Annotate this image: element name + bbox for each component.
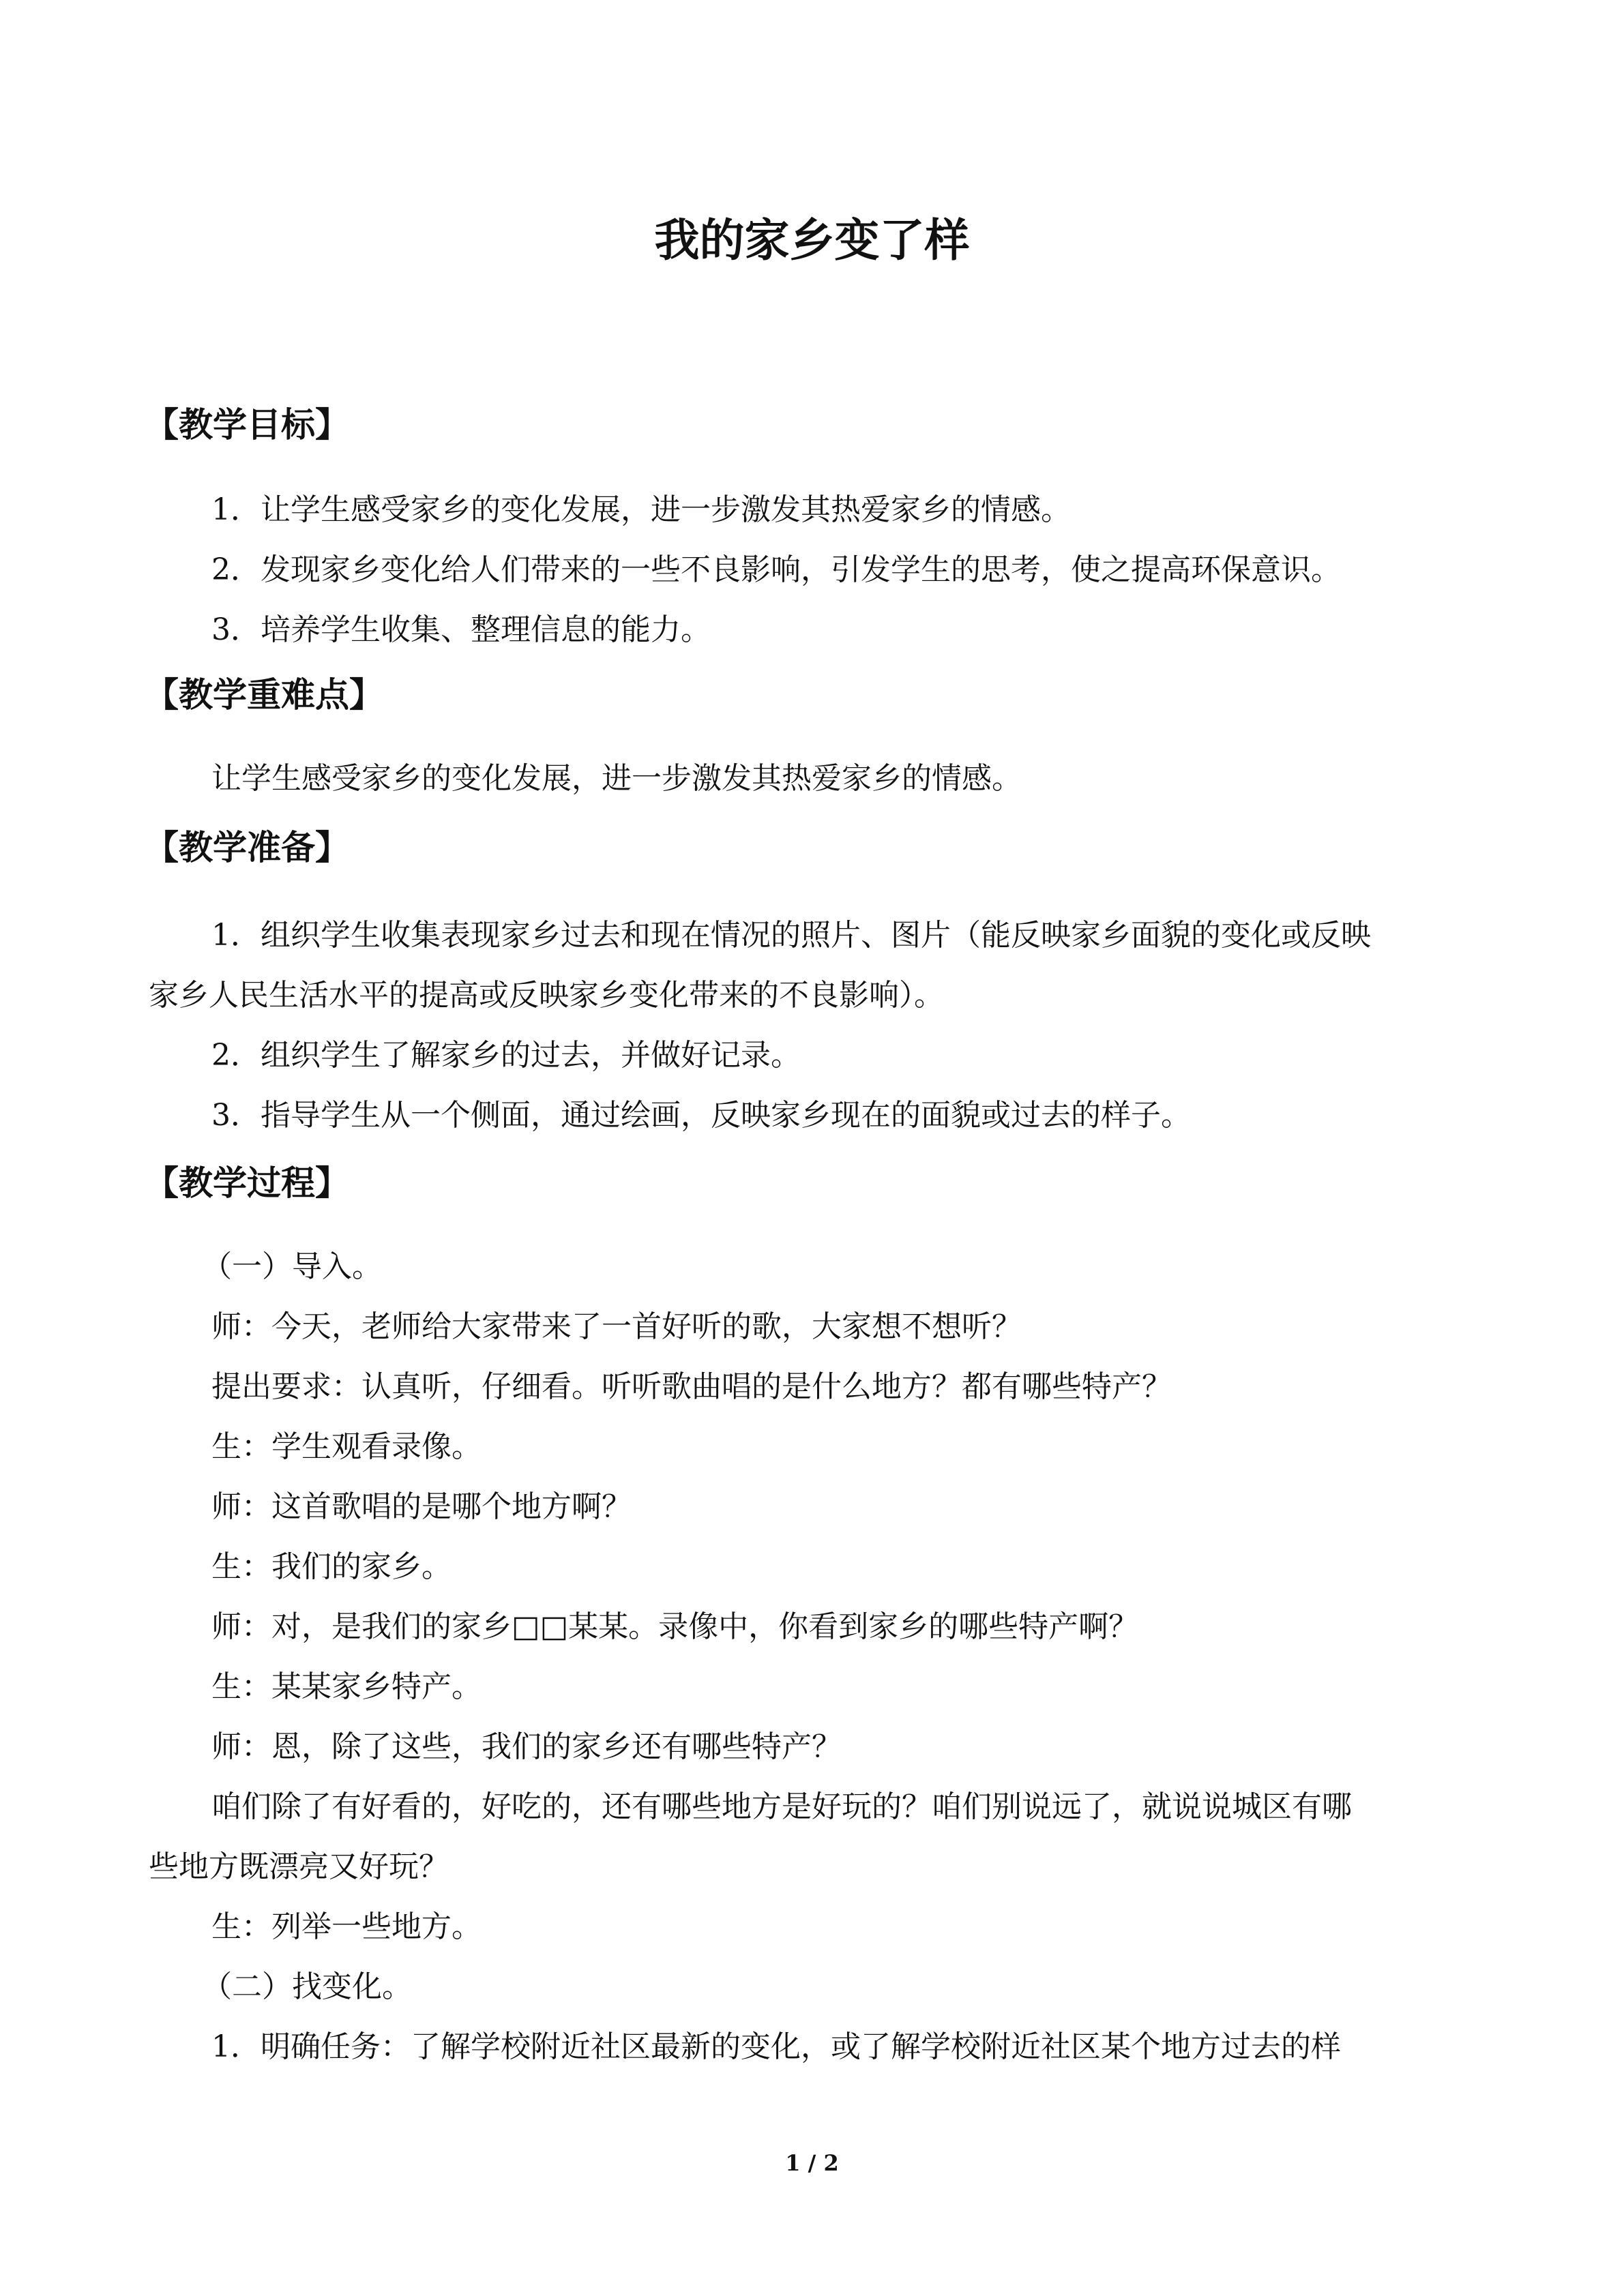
goal-line-1: 1．让学生感受家乡的变化发展，进一步激发其热爱家乡的情感。 — [211, 492, 1071, 527]
process-line-7: 师：对，是我们的家乡□□某某。录像中，你看到家乡的哪些特产啊？ — [211, 1609, 1139, 1644]
process-line-9: 师：恩，除了这些，我们的家乡还有哪些特产？ — [211, 1729, 842, 1764]
process-line-10-cont: 些地方既漂亮又好玩？ — [149, 1849, 449, 1884]
heading-teaching-goals: 【教学目标】 — [145, 405, 349, 445]
heading-key-points: 【教学重难点】 — [145, 675, 383, 715]
prep-line-2: 2．组织学生了解家乡的过去，并做好记录。 — [211, 1038, 801, 1073]
goal-line-3: 3．培养学生收集、整理信息的能力。 — [211, 612, 711, 647]
process-line-1: （一）导入。 — [202, 1249, 382, 1284]
process-line-6: 生：我们的家乡。 — [211, 1549, 452, 1584]
prep-line-1-cont: 家乡人民生活水平的提高或反映家乡变化带来的不良影响）。 — [149, 978, 944, 1013]
heading-process: 【教学过程】 — [145, 1163, 349, 1203]
page-number: 1 / 2 — [785, 2150, 839, 2176]
process-line-2: 师：今天，老师给大家带来了一首好听的歌，大家想不想听？ — [211, 1309, 1022, 1344]
process-line-5: 师：这首歌唱的是哪个地方啊？ — [211, 1489, 632, 1524]
process-line-13: 1．明确任务：了解学校附近社区最新的变化，或了解学校附近社区某个地方过去的样 — [211, 2029, 1341, 2064]
process-line-4: 生：学生观看录像。 — [211, 1429, 482, 1464]
process-line-10: 咱们除了有好看的，好吃的，还有哪些地方是好玩的？咱们别说远了，就说说城区有哪 — [211, 1789, 1352, 1824]
process-line-8: 生：某某家乡特产。 — [211, 1669, 482, 1704]
goal-line-2: 2．发现家乡变化给人们带来的一些不良影响，引发学生的思考，使之提高环保意识。 — [211, 552, 1341, 587]
process-line-3: 提出要求：认真听，仔细看。听听歌曲唱的是什么地方？都有哪些特产？ — [211, 1369, 1172, 1404]
keypoint-line-1: 让学生感受家乡的变化发展，进一步激发其热爱家乡的情感。 — [211, 761, 1022, 796]
prep-line-1: 1．组织学生收集表现家乡过去和现在情况的照片、图片（能反映家乡面貌的变化或反映 — [211, 918, 1371, 953]
process-line-11: 生：列举一些地方。 — [211, 1909, 482, 1944]
process-line-12: （二）找变化。 — [202, 1969, 412, 2004]
prep-line-3: 3．指导学生从一个侧面，通过绘画，反映家乡现在的面貌或过去的样子。 — [211, 1098, 1191, 1133]
heading-preparation: 【教学准备】 — [145, 828, 349, 867]
document-title: 我的家乡变了样 — [654, 214, 970, 267]
